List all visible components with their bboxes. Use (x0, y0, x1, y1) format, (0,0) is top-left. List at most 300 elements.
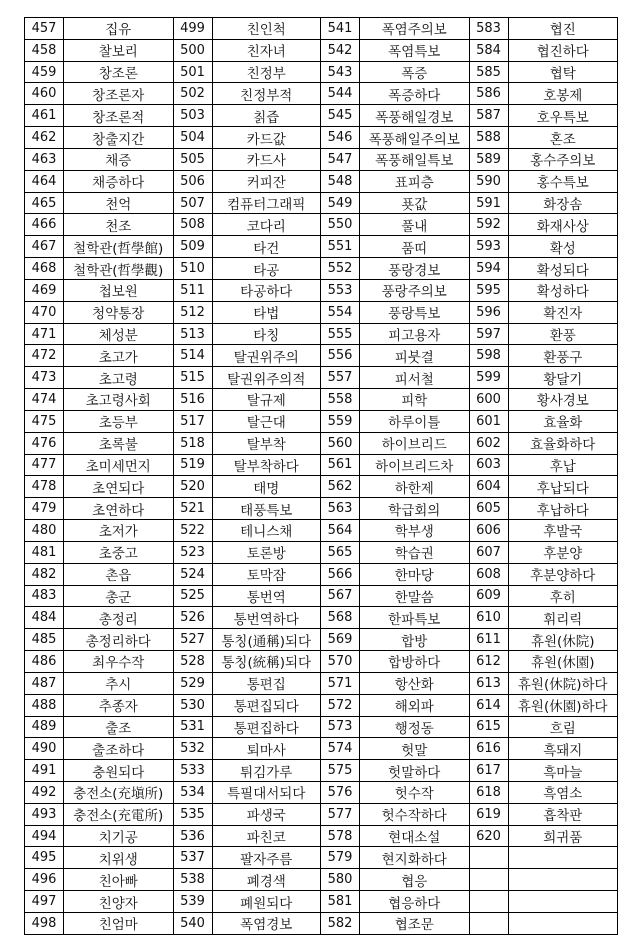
entry-number: 564 (321, 520, 360, 541)
entry-number: 500 (174, 40, 213, 61)
entry-number: 482 (25, 564, 64, 585)
table-row (174, 258, 321, 280)
table-row (321, 105, 469, 127)
entry-word: 천억 (105, 197, 132, 214)
entry-number: 491 (25, 760, 64, 781)
entry-word: 통편집되다 (233, 699, 299, 716)
entry-word: 폐원되다 (240, 895, 293, 912)
entry-word: 표피층 (394, 175, 434, 192)
table-row (174, 236, 321, 258)
table-row (174, 738, 321, 760)
entry-word: 창조론 (98, 66, 138, 83)
entry-number: 566 (321, 564, 360, 585)
table-row (470, 804, 618, 826)
table-row (470, 367, 618, 389)
entry-word: 타칭 (253, 328, 280, 344)
table-row (25, 171, 173, 193)
entry-number: 515 (174, 367, 213, 388)
table-row (321, 476, 469, 498)
table-row (470, 455, 618, 477)
entry-word: 폭증 (401, 66, 428, 83)
table-row (174, 673, 321, 695)
entry-number: 588 (470, 127, 509, 148)
table-row (470, 891, 618, 913)
entry-number: 479 (25, 498, 64, 519)
entry-number: 595 (470, 280, 509, 301)
entry-word: 폭풍해일경보 (375, 109, 454, 126)
table-row (25, 673, 173, 695)
table-row (321, 345, 469, 367)
entry-number: 473 (25, 367, 64, 388)
entry-number: 593 (470, 236, 509, 257)
entry-word: 초연되다 (92, 480, 145, 497)
entry-number: 506 (174, 171, 213, 192)
table-row (321, 651, 469, 673)
entry-number: 616 (470, 738, 509, 759)
entry-number: 503 (174, 105, 213, 126)
entry-number: 522 (174, 520, 213, 541)
entry-word: 태풍특보 (240, 502, 293, 519)
entry-word: 하이브리드 (381, 437, 447, 454)
entry-number: 520 (174, 476, 213, 497)
entry-number: 605 (470, 498, 509, 519)
entry-number: 573 (321, 717, 360, 738)
entry-number: 508 (174, 214, 213, 235)
table-row (470, 214, 618, 236)
entry-number: 597 (470, 324, 509, 345)
table-row (470, 236, 618, 258)
entry-word: 통번역 (246, 589, 286, 606)
entry-word: 초고령 (98, 371, 138, 388)
entry-number: 570 (321, 651, 360, 672)
table-row (321, 564, 469, 586)
table-row (25, 564, 173, 586)
entry-number: 540 (174, 913, 213, 934)
entry-number (470, 869, 509, 890)
entry-word: 충전소(充塡所) (73, 786, 164, 803)
entry-word: 컴퓨터그래픽 (227, 197, 306, 214)
entry-word: 치위생 (98, 851, 138, 868)
entry-number: 519 (174, 455, 213, 476)
entry-number: 480 (25, 520, 64, 541)
entry-word: 집유 (105, 22, 132, 39)
entry-number: 498 (25, 913, 64, 934)
entry-number: 465 (25, 193, 64, 214)
entry-number: 472 (25, 345, 64, 366)
entry-number: 542 (321, 40, 360, 61)
table-row (470, 302, 618, 324)
table-row (25, 302, 173, 324)
entry-number: 610 (470, 607, 509, 628)
entry-word: 통칭(通稱)되다 (221, 633, 312, 650)
entry-number: 584 (470, 40, 509, 61)
entry-number: 523 (174, 542, 213, 563)
table-row (321, 411, 469, 433)
entry-word: 폭염경보 (240, 917, 293, 934)
entry-word: 타공 (253, 262, 280, 279)
table-row (470, 629, 618, 651)
entry-number: 476 (25, 433, 64, 454)
entry-number: 462 (25, 127, 64, 148)
table-row (321, 542, 469, 564)
table-row (321, 433, 469, 455)
table-row (470, 83, 618, 105)
entry-word: 총정리 (98, 611, 138, 628)
entry-number: 617 (470, 760, 509, 781)
entry-number: 478 (25, 476, 64, 497)
entry-word: 초저가 (98, 524, 138, 541)
table-row (470, 520, 618, 542)
table-row (470, 607, 618, 629)
entry-word: 황사경보 (536, 393, 589, 410)
table-row (470, 673, 618, 695)
table-row (174, 83, 321, 105)
entry-number: 526 (174, 607, 213, 628)
table-row (321, 280, 469, 302)
entry-word: 촌읍 (105, 568, 132, 585)
table-row (174, 717, 321, 739)
entry-word: 하한제 (394, 480, 434, 497)
entry-word: 현대소설 (388, 830, 441, 847)
entry-number: 513 (174, 324, 213, 345)
entry-word: 푯값 (401, 197, 428, 214)
table-row (321, 607, 469, 629)
entry-word: 피붓결 (394, 349, 434, 366)
entry-word: 협응 (401, 873, 428, 890)
entry-number: 596 (470, 302, 509, 323)
table-row (321, 913, 469, 934)
table-row (25, 105, 173, 127)
entry-word: 폭증하다 (388, 87, 441, 104)
entry-number (470, 913, 509, 934)
entry-word: 피서철 (394, 371, 434, 388)
table-row (174, 891, 321, 913)
entry-number: 539 (174, 891, 213, 912)
entry-number: 543 (321, 62, 360, 83)
entry-word: 최우수작 (92, 655, 145, 672)
entry-number: 524 (174, 564, 213, 585)
entry-number: 470 (25, 302, 64, 323)
entry-number: 586 (470, 83, 509, 104)
entry-word: 합방하다 (388, 655, 441, 672)
entry-word: 화장솜 (543, 197, 583, 214)
entry-number: 507 (174, 193, 213, 214)
entry-word (509, 913, 618, 934)
table-row (174, 804, 321, 826)
entry-word: 탈근대 (246, 415, 286, 432)
table-row (174, 367, 321, 389)
table-row (321, 782, 469, 804)
entry-number: 609 (470, 586, 509, 607)
entry-word: 폐경색 (246, 873, 286, 890)
entry-number: 578 (321, 826, 360, 847)
entry-word: 한말씀 (394, 589, 434, 606)
entry-number: 496 (25, 869, 64, 890)
entry-word: 친엄마 (98, 917, 138, 934)
table-row (470, 433, 618, 455)
entry-word: 출조 (105, 720, 132, 737)
entry-number: 608 (470, 564, 509, 585)
entry-word: 천조 (105, 218, 132, 235)
entry-number: 614 (470, 695, 509, 716)
entry-number: 565 (321, 542, 360, 563)
table-row (25, 498, 173, 520)
table-row (25, 367, 173, 389)
entry-word: 태명 (253, 480, 280, 497)
entry-word: 확성되다 (536, 262, 589, 279)
entry-word: 협탁 (549, 66, 576, 83)
table-row (321, 193, 469, 215)
table-row (25, 586, 173, 608)
table-row (470, 695, 618, 717)
entry-number (470, 847, 509, 868)
entry-word: 행정동 (394, 720, 434, 737)
entry-word: 환풍 (549, 328, 576, 344)
table-row (470, 324, 618, 346)
table-row (174, 586, 321, 608)
entry-number: 504 (174, 127, 213, 148)
table-row (174, 564, 321, 586)
entry-word: 홍수주의보 (530, 153, 596, 170)
entry-number: 483 (25, 586, 64, 607)
entry-word: 체성분 (98, 328, 138, 344)
entry-word: 청약통장 (92, 306, 145, 323)
entry-number: 487 (25, 673, 64, 694)
entry-word: 폭염특보 (388, 44, 441, 61)
entry-number: 620 (470, 826, 509, 847)
table-row (321, 760, 469, 782)
table-row (25, 804, 173, 826)
table-row (25, 520, 173, 542)
entry-word: 효율화 (543, 415, 583, 432)
entry-number: 468 (25, 258, 64, 279)
entry-number: 525 (174, 586, 213, 607)
entry-number: 592 (470, 214, 509, 235)
table-row (174, 520, 321, 542)
entry-word: 타건 (253, 240, 280, 257)
entry-number: 459 (25, 62, 64, 83)
entry-word: 통칭(統稱)되다 (221, 655, 312, 672)
entry-number: 529 (174, 673, 213, 694)
entry-word: 팔자주름 (240, 851, 293, 868)
entry-word: 칡즙 (253, 109, 280, 126)
table-row (174, 826, 321, 848)
table-row (321, 891, 469, 913)
table-row (470, 127, 618, 149)
table-row (25, 127, 173, 149)
entry-number: 512 (174, 302, 213, 323)
entry-number: 556 (321, 345, 360, 366)
table-row (321, 673, 469, 695)
table-row (174, 455, 321, 477)
table-row (25, 738, 173, 760)
entry-number: 535 (174, 804, 213, 825)
table-row (470, 760, 618, 782)
entry-number: 551 (321, 236, 360, 257)
table-row (470, 389, 618, 411)
table-row (25, 236, 173, 258)
entry-word: 항산화 (394, 677, 434, 694)
table-row (25, 345, 173, 367)
table-row (470, 542, 618, 564)
table-row (25, 607, 173, 629)
table-row (25, 542, 173, 564)
table-row (25, 18, 173, 40)
table-row (321, 520, 469, 542)
entry-word: 헛말하다 (388, 764, 441, 781)
table-row (470, 826, 618, 848)
table-row (470, 62, 618, 84)
entry-word: 풍랑경보 (388, 262, 441, 279)
table-row (470, 105, 618, 127)
entry-number (470, 891, 509, 912)
entry-word: 튀김가루 (240, 764, 293, 781)
entry-number: 484 (25, 607, 64, 628)
entry-number: 547 (321, 149, 360, 170)
entry-number: 537 (174, 847, 213, 868)
entry-word: 확성 (549, 240, 576, 257)
entry-word: 테니스채 (240, 524, 293, 541)
table-row (470, 149, 618, 171)
entry-word: 혼조 (549, 131, 576, 148)
entry-word: 휴원(休院)하다 (517, 677, 608, 694)
entry-word: 한마당 (394, 568, 434, 585)
entry-word: 흑돼지 (543, 742, 583, 759)
entry-number: 467 (25, 236, 64, 257)
entry-number: 600 (470, 389, 509, 410)
table-row (25, 695, 173, 717)
entry-number: 561 (321, 455, 360, 476)
entry-word: 친아빠 (98, 873, 138, 890)
entry-number: 591 (470, 193, 509, 214)
table-row (174, 607, 321, 629)
entry-word: 후분양하다 (530, 568, 596, 585)
table-row (25, 651, 173, 673)
table-row (470, 586, 618, 608)
table-row (174, 629, 321, 651)
table-row (470, 193, 618, 215)
table-row (321, 389, 469, 411)
entry-word: 친양자 (98, 895, 138, 912)
table-row (174, 127, 321, 149)
table-row (25, 433, 173, 455)
entry-number: 486 (25, 651, 64, 672)
table-row (321, 695, 469, 717)
entry-number: 536 (174, 826, 213, 847)
entry-word: 친정부적 (240, 87, 293, 104)
entry-number: 461 (25, 105, 64, 126)
entry-number: 554 (321, 302, 360, 323)
table-row (174, 345, 321, 367)
entry-word: 해외파 (394, 699, 434, 716)
entry-word (509, 847, 618, 868)
entry-word: 치기공 (98, 830, 138, 847)
entry-word: 추시 (105, 677, 132, 694)
entry-word: 초미세먼지 (85, 458, 151, 475)
entry-number: 611 (470, 629, 509, 650)
entry-word: 총정리하다 (85, 633, 151, 650)
entry-word: 홍수특보 (536, 175, 589, 192)
entry-word: 폭염주의보 (381, 22, 447, 39)
entry-number: 510 (174, 258, 213, 279)
table-row (321, 18, 469, 40)
table-row (321, 738, 469, 760)
entry-number: 585 (470, 62, 509, 83)
entry-word: 창조론자 (92, 87, 145, 104)
table-row (174, 847, 321, 869)
table-row (470, 738, 618, 760)
table-row (174, 389, 321, 411)
table-row (25, 847, 173, 869)
entry-number: 527 (174, 629, 213, 650)
entry-number: 606 (470, 520, 509, 541)
entry-number: 583 (470, 18, 509, 39)
entry-word: 창조론적 (92, 109, 145, 126)
table-row (174, 476, 321, 498)
entry-word: 채증하다 (92, 175, 145, 192)
table-row (174, 105, 321, 127)
entry-word: 확성하다 (536, 284, 589, 301)
entry-number: 559 (321, 411, 360, 432)
table-row (321, 324, 469, 346)
table-row (25, 258, 173, 280)
entry-number: 521 (174, 498, 213, 519)
table-row (470, 18, 618, 40)
word-list-table (24, 17, 618, 935)
table-row (174, 760, 321, 782)
entry-number: 501 (174, 62, 213, 83)
entry-word: 통번역하다 (233, 611, 299, 628)
entry-number: 533 (174, 760, 213, 781)
entry-word: 첩보원 (98, 284, 138, 301)
table-row (25, 760, 173, 782)
entry-word: 카드사 (246, 153, 286, 170)
table-row (470, 498, 618, 520)
entry-number: 509 (174, 236, 213, 257)
table-row (174, 214, 321, 236)
entry-word: 환풍구 (543, 349, 583, 366)
entry-number: 460 (25, 83, 64, 104)
entry-number: 575 (321, 760, 360, 781)
entry-number: 471 (25, 324, 64, 345)
entry-word: 학습권 (394, 546, 434, 563)
table-row (174, 913, 321, 934)
entry-number: 619 (470, 804, 509, 825)
table-row (25, 149, 173, 171)
table-row (25, 717, 173, 739)
entry-number: 576 (321, 782, 360, 803)
entry-number: 613 (470, 673, 509, 694)
entry-word: 호봉제 (543, 87, 583, 104)
entry-number: 474 (25, 389, 64, 410)
entry-number: 475 (25, 411, 64, 432)
entry-word: 초중고 (98, 546, 138, 563)
entry-word: 탈권위주의 (233, 349, 299, 366)
table-row (174, 193, 321, 215)
table-row (25, 324, 173, 346)
entry-number: 587 (470, 105, 509, 126)
entry-word: 후납하다 (536, 502, 589, 519)
table-row (321, 367, 469, 389)
table-row (25, 40, 173, 62)
table-row (174, 18, 321, 40)
table-row (25, 629, 173, 651)
table-row (174, 149, 321, 171)
table-row (470, 345, 618, 367)
entry-number: 558 (321, 389, 360, 410)
entry-number: 544 (321, 83, 360, 104)
table-row (321, 236, 469, 258)
